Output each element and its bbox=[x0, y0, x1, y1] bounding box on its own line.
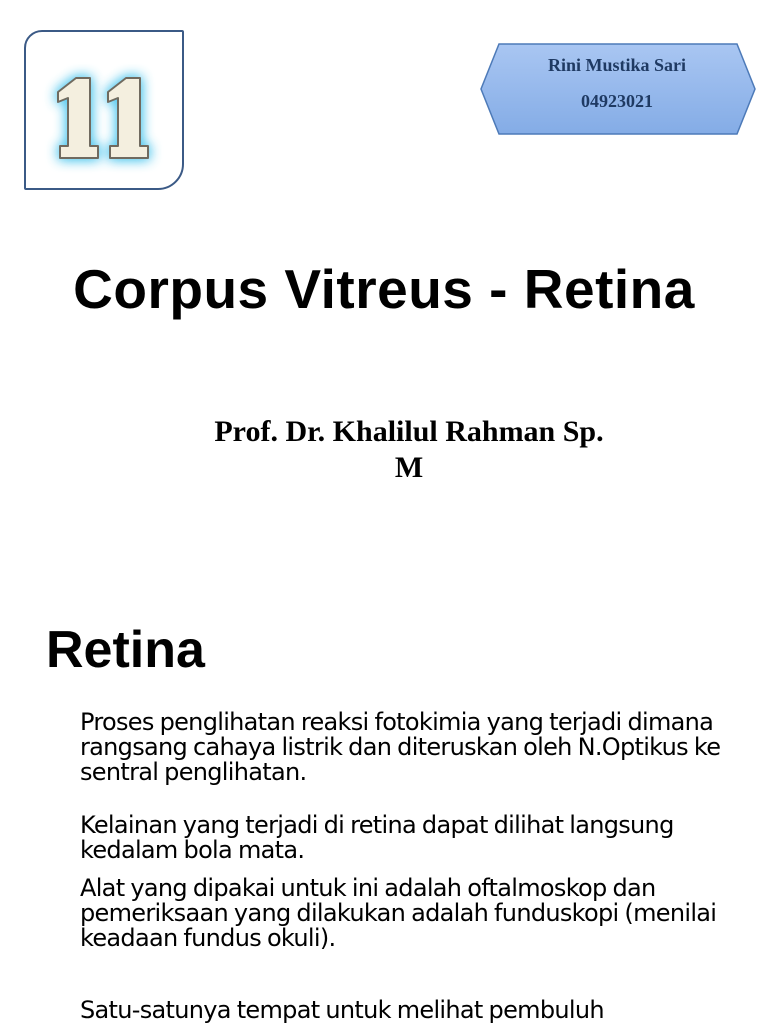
paragraph-blood-vessels: Satu-satunya tempat untuk melihat pembuluh bbox=[80, 996, 604, 1024]
section-heading: Retina bbox=[46, 621, 205, 679]
presenter-name: Prof. Dr. Khalilul Rahman Sp. bbox=[214, 415, 604, 448]
presenter bbox=[164, 414, 654, 486]
author-name: Rini Mustika Sari bbox=[547, 55, 687, 75]
slide-number-badge bbox=[24, 30, 184, 190]
slide-title: Corpus Vitreus - Retina bbox=[73, 258, 695, 320]
paragraph-vision-process: Proses penglihatan reaksi fotokimia yang terjadi dimana rangsang cahaya listrik dan diteruskan oleh N.Optikus ke sentral penglihatan. bbox=[80, 708, 721, 786]
author-id: 04923021 bbox=[581, 91, 653, 111]
author-tag bbox=[479, 43, 757, 137]
presenter-suffix: M bbox=[394, 451, 424, 484]
slide-number-digits bbox=[58, 78, 148, 158]
paragraph-ophthalmoscope: Alat yang dipakai untuk ini adalah oftalmoskop dan pemeriksaan yang dilakukan adalah funduskopi (menilai keadaan fundus okuli). bbox=[80, 874, 717, 952]
paragraph-retina-disorders: Kelainan yang terjadi di retina dapat dilihat langsung kedalam bola mata. bbox=[80, 811, 674, 864]
slide-number-graphic bbox=[26, 32, 186, 192]
